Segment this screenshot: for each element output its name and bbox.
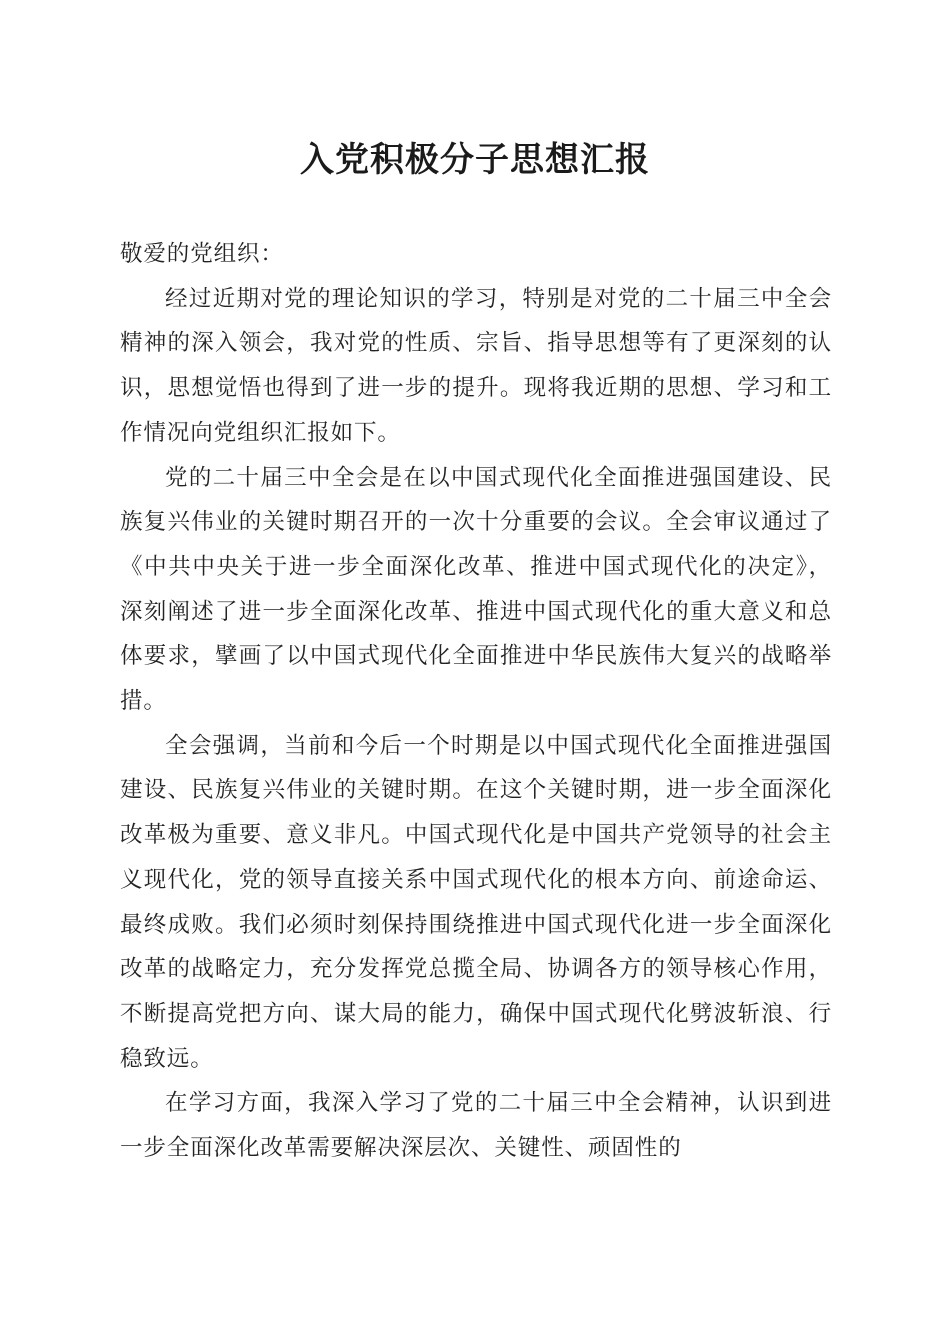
- document-body: [120, 232, 832, 1171]
- salutation: 敬爱的党组织：: [120, 241, 284, 267]
- paragraph-4: 在学习方面，我深入学习了党的二十届三中全会精神，认识到进一步全面深化改革需要解决深层次、关键性、顽固性的: [120, 1090, 832, 1162]
- document-title: 入党积极分子思想汇报: [300, 140, 650, 180]
- paragraph-2: 党的二十届三中全会是在以中国式现代化全面推进强国建设、民族复兴伟业的关键时期召开的一次十分重要的会议。全会审议通过了《中共中央关于进一步全面深化改革、推进中国式现代化的决定》，深刻阐述了进一步全面深化改革、推进中国式现代化的重大意义和总体要求，擘画了以中国式现代化全面推进中华民族伟大复兴的战略举措。: [120, 464, 832, 715]
- paragraph-1: 经过近期对党的理论知识的学习，特别是对党的二十届三中全会精神的深入领会，我对党的性质、宗旨、指导思想等有了更深刻的认识，思想觉悟也得到了进一步的提升。现将我近期的思想、学习和工作情况向党组织汇报如下。: [120, 285, 832, 446]
- paragraph-3: 全会强调，当前和今后一个时期是以中国式现代化全面推进强国建设、民族复兴伟业的关键时期。在这个关键时期，进一步全面深化改革极为重要、意义非凡。中国式现代化是中国共产党领导的社会主义现代化，党的领导直接关系中国式现代化的根本方向、前途命运、最终成败。我们必须时刻保持围绕推进中国式现代化进一步全面深化改革的战略定力，充分发挥党总揽全局、协调各方的领导核心作用，不断提高党把方向、谋大局的能力，确保中国式现代化劈波斩浪、行稳致远。: [120, 732, 832, 1072]
